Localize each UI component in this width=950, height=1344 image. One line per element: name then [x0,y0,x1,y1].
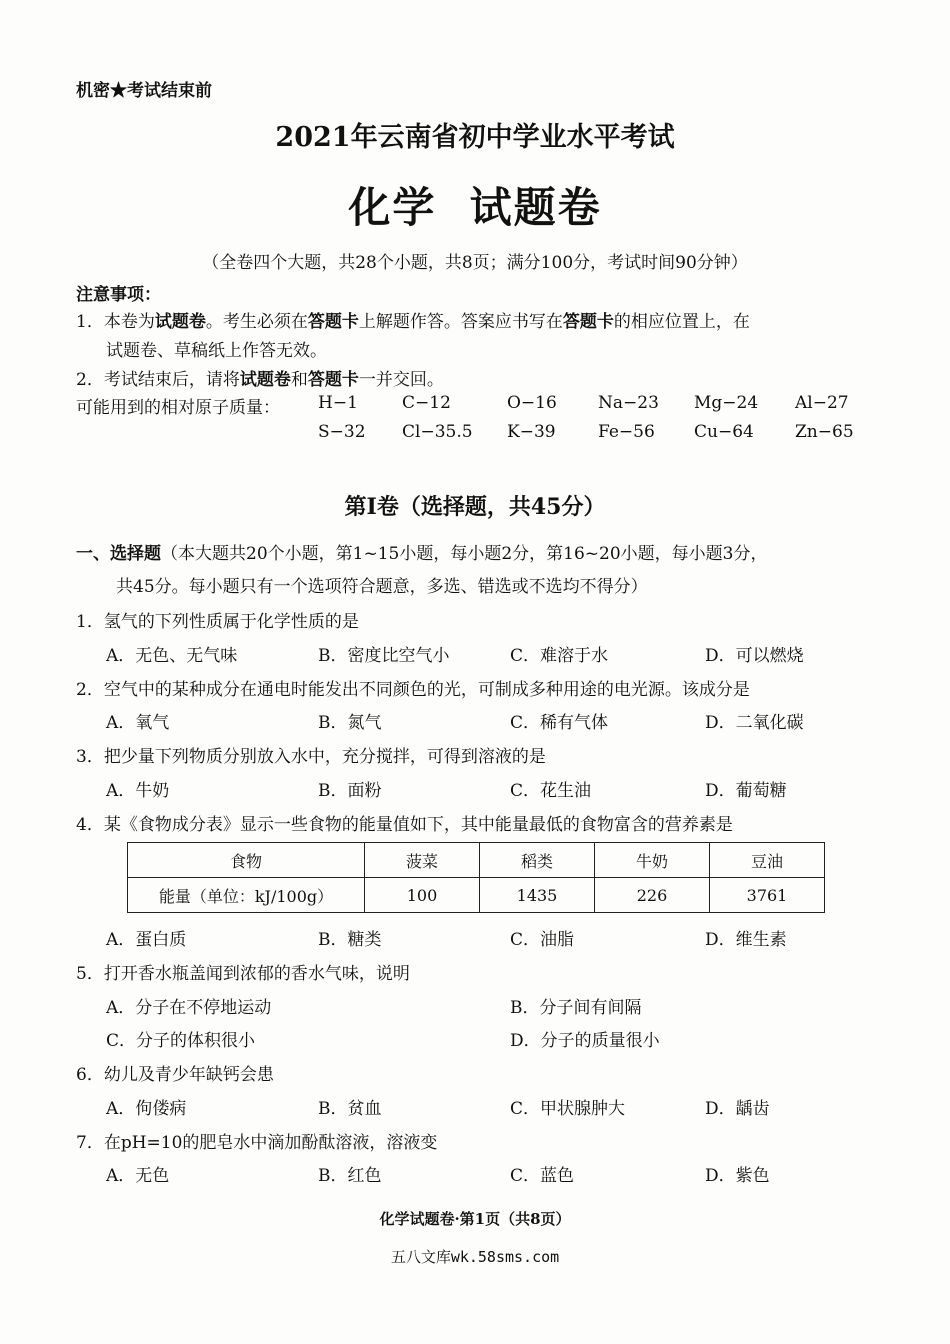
notice-item-1: 1．本卷为试题卷。考生必须在答题卡上解题作答。答案应书写在答题卡的相应位置上，在 [76,312,750,332]
option-c[interactable]: C．花生油 [510,781,592,801]
food-energy-table [127,842,825,913]
question-stem: 7．在pH=10的肥皂水中滴加酚酞溶液，溶液变 [76,1133,438,1153]
atomic-mass: Al−27 [795,393,849,413]
option-b[interactable]: B．密度比空气小 [318,646,450,666]
section-heading: 一、选择题（本大题共20个小题，第1~15小题，每小题2分，第16~20小题，每小题3分， [76,544,768,564]
atomic-mass: S−32 [318,422,366,442]
table-cell: 牛奶 [595,843,710,878]
option-d[interactable]: D．紫色 [705,1166,770,1186]
option-b[interactable]: B．氮气 [318,713,382,733]
option-a[interactable]: A．无色、无气味 [106,646,238,666]
option-a[interactable]: A．蛋白质 [106,930,187,950]
question-stem: 2．空气中的某种成分在通电时能发出不同颜色的光，可制成多种用途的电光源。该成分是 [76,680,750,700]
option-c[interactable]: C．稀有气体 [510,713,609,733]
section-title: 第Ⅰ卷（选择题，共45分） [344,494,606,520]
option-b[interactable]: B．糖类 [318,930,382,950]
subject-title: 化学 试题卷 [348,183,602,232]
atomic-mass: O−16 [507,393,557,413]
option-c[interactable]: C．分子的体积很小 [106,1031,256,1051]
option-c[interactable]: C．难溶于水 [510,646,609,666]
table-cell: 食物 [128,843,365,878]
section-heading-cont: 共45分。每小题只有一个选项符合题意，多选、错选或不选均不得分） [116,577,648,597]
option-d[interactable]: D．可以燃烧 [705,646,804,666]
option-a[interactable]: A．无色 [106,1166,170,1186]
exam-info: （全卷四个大题，共28个小题，共8页；满分100分，考试时间90分钟） [202,253,748,273]
table-header-row [128,843,825,878]
option-a[interactable]: A．佝偻病 [106,1099,187,1119]
option-b[interactable]: B．面粉 [318,781,382,801]
option-c[interactable]: C．甲状腺肿大 [510,1099,626,1119]
table-cell: 3761 [710,878,825,913]
option-c[interactable]: C．油脂 [510,930,575,950]
question-stem: 3．把少量下列物质分别放入水中，充分搅拌，可得到溶液的是 [76,747,546,767]
confidential-label: 机密★考试结束前 [76,81,212,101]
exam-title: 2021年云南省初中学业水平考试 [275,122,675,153]
option-d[interactable]: D．葡萄糖 [705,781,787,801]
atomic-mass: C−12 [402,393,451,413]
atomic-mass: Na−23 [598,393,659,413]
option-b[interactable]: B．贫血 [318,1099,382,1119]
notice-title: 注意事项： [76,285,161,305]
table-cell: 226 [595,878,710,913]
atomic-mass-label: 可能用到的相对原子质量： [76,398,280,418]
notice-item-2: 2．考试结束后，请将试题卷和答题卡一并交回。 [76,370,444,390]
atomic-mass: Zn−65 [795,422,854,442]
option-d[interactable]: D．龋齿 [705,1099,770,1119]
watermark: 五八文库wk.58sms.com [390,1248,560,1266]
question-stem: 5．打开香水瓶盖闻到浓郁的香水气味，说明 [76,964,410,984]
atomic-mass: Mg−24 [694,393,759,413]
table-cell: 稻类 [480,843,595,878]
option-d[interactable]: D．维生素 [705,930,787,950]
table-cell: 能量（单位：kJ/100g） [128,878,365,913]
table-cell: 菠菜 [365,843,480,878]
option-a[interactable]: A．牛奶 [106,781,170,801]
atomic-mass: Cu−64 [694,422,754,442]
atomic-mass: Cl−35.5 [402,422,473,442]
notice-item-1-cont: 试题卷、草稿纸上作答无效。 [106,341,327,361]
page-footer: 化学试题卷·第1页（共8页） [379,1210,571,1228]
table-cell: 100 [365,878,480,913]
atomic-mass: K−39 [507,422,556,442]
option-c[interactable]: C．蓝色 [510,1166,575,1186]
atomic-mass: Fe−56 [598,422,655,442]
table-row [128,878,825,913]
option-d[interactable]: D．二氧化碳 [705,713,804,733]
question-stem: 4．某《食物成分表》显示一些食物的能量值如下，其中能量最低的食物富含的营养素是 [76,815,733,835]
table-cell: 豆油 [710,843,825,878]
option-b[interactable]: B．红色 [318,1166,382,1186]
option-a[interactable]: A．氧气 [106,713,170,733]
option-b[interactable]: B．分子间有间隔 [510,998,642,1018]
table-cell: 1435 [480,878,595,913]
atomic-mass: H−1 [318,393,358,413]
option-a[interactable]: A．分子在不停地运动 [106,998,272,1018]
question-stem: 1．氢气的下列性质属于化学性质的是 [76,612,359,632]
option-d[interactable]: D．分子的质量很小 [510,1031,660,1051]
question-stem: 6．幼儿及青少年缺钙会患 [76,1065,274,1085]
